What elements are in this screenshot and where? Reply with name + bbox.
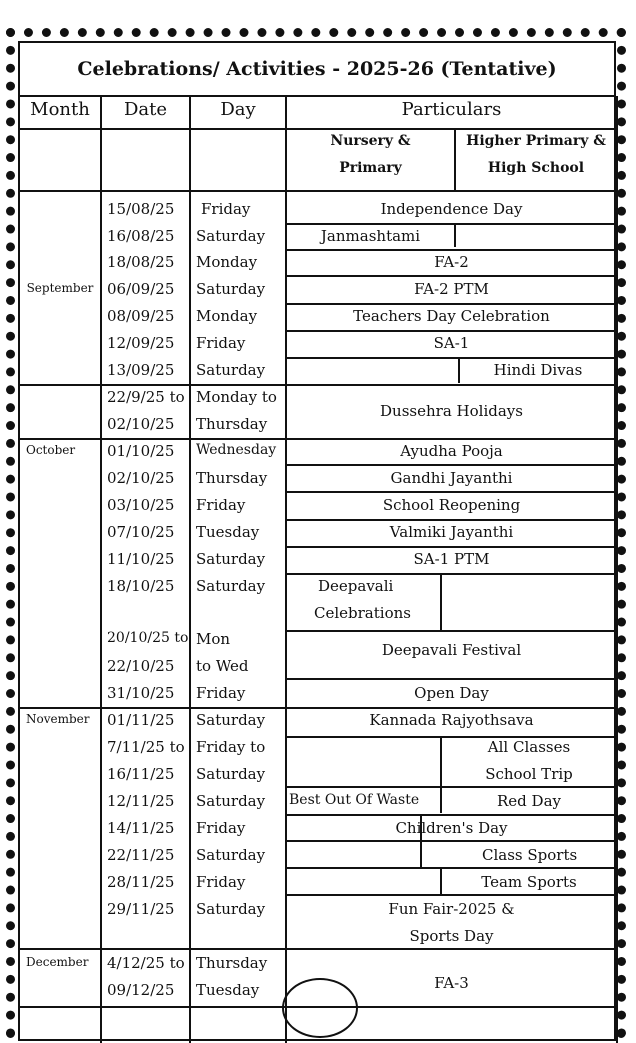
date-cell: 01/10/25 — [107, 442, 175, 460]
subheader-higher: High School — [487, 160, 585, 176]
day-cell: Friday — [196, 334, 246, 352]
row-divider — [285, 275, 616, 277]
day-cell: Saturday — [196, 550, 266, 568]
date-cell: 28/11/25 — [107, 873, 175, 891]
date-cell: 29/11/25 — [107, 900, 175, 918]
day-cell: Tuesday — [196, 981, 260, 999]
event-cell: Deepavali — [318, 577, 394, 595]
event-cell: Janmashtami — [320, 227, 421, 245]
row-divider — [285, 630, 616, 632]
day-cell: Thursday — [196, 469, 268, 487]
row-divider — [285, 786, 616, 788]
subheader-nursery: Nursery & — [330, 133, 411, 149]
header-date: Date — [123, 99, 168, 120]
event-cell: Class Sports — [482, 846, 578, 864]
date-cell: 02/10/25 — [107, 415, 175, 433]
event-cell: Children's Day — [395, 819, 508, 837]
day-cell: Monday — [196, 253, 258, 271]
day-cell: Saturday — [196, 846, 266, 864]
row-divider — [285, 330, 616, 332]
day-cell: Saturday — [196, 361, 266, 379]
date-cell: 07/10/25 — [107, 523, 175, 541]
date-cell: 08/09/25 — [107, 307, 175, 325]
cell-divider — [454, 223, 456, 247]
row-divider — [285, 546, 616, 548]
event-cell: Dussehra Holidays — [380, 402, 523, 420]
date-cell: 14/11/25 — [107, 819, 175, 837]
col-divider-date — [189, 96, 191, 1043]
day-cell: Saturday — [196, 765, 266, 783]
day-cell: Mon — [196, 630, 231, 648]
event-cell: School Reopening — [382, 496, 521, 514]
event-cell: Team Sports — [481, 873, 577, 891]
row-divider — [285, 573, 616, 575]
date-cell: 11/10/25 — [107, 550, 175, 568]
page-title: Celebrations/ Activities - 2025-26 (Tentative) — [20, 43, 614, 97]
event-cell: FA-2 — [434, 253, 469, 271]
date-cell: 18/10/25 — [107, 577, 175, 595]
event-cell: School Trip — [485, 765, 573, 783]
event-cell: Valmiki Jayanthi — [389, 523, 514, 541]
day-cell: Wednesday — [196, 442, 277, 458]
day-cell: Tuesday — [196, 523, 260, 541]
date-cell: 18/08/25 — [107, 253, 175, 271]
day-cell: Saturday — [196, 711, 266, 729]
activities-sheet — [18, 41, 616, 1041]
header-divider — [20, 128, 616, 130]
day-cell: Friday — [196, 496, 246, 514]
col-divider-month — [100, 96, 102, 1043]
day-cell: Monday to — [196, 388, 277, 406]
day-cell: Monday — [196, 307, 258, 325]
date-cell: 12/09/25 — [107, 334, 175, 352]
subheader-nursery: Primary — [339, 160, 402, 176]
section-divider — [20, 384, 616, 386]
date-cell: 13/09/25 — [107, 361, 175, 379]
row-divider — [285, 894, 616, 896]
day-cell: Thursday — [196, 954, 268, 972]
row-divider — [285, 491, 616, 493]
section-divider — [20, 438, 616, 440]
month-november: November — [26, 712, 90, 726]
date-cell: 15/08/25 — [107, 200, 175, 218]
event-cell: Hindi Divas — [493, 361, 583, 379]
date-cell: 22/10/25 — [107, 657, 175, 675]
event-cell: Sports Day — [409, 927, 494, 945]
date-cell: 16/08/25 — [107, 227, 175, 245]
event-cell: Red Day — [497, 792, 561, 810]
emblem-icon — [282, 978, 358, 1038]
event-cell: Fun Fair-2025 & — [388, 900, 515, 918]
day-cell: Friday — [196, 684, 246, 702]
event-cell: FA-2 PTM — [414, 280, 489, 298]
row-divider — [285, 814, 616, 816]
day-cell: Friday — [196, 873, 246, 891]
section-divider — [20, 707, 616, 709]
day-cell: Saturday — [196, 792, 266, 810]
header-particulars: Particulars — [401, 99, 502, 120]
day-cell: Friday to — [196, 738, 266, 756]
date-cell: 03/10/25 — [107, 496, 175, 514]
event-cell: Open Day — [414, 684, 489, 702]
section-divider — [20, 948, 616, 950]
row-divider — [285, 249, 616, 251]
col-divider-right — [616, 96, 618, 1043]
day-cell: Friday — [201, 200, 251, 218]
date-cell: 7/11/25 to — [107, 738, 185, 756]
event-cell: Celebrations — [314, 604, 411, 622]
date-cell: 4/12/25 to — [107, 954, 185, 972]
date-cell: 22/11/25 — [107, 846, 175, 864]
row-divider — [285, 519, 616, 521]
date-cell: 20/10/25 to — [107, 630, 189, 646]
event-cell: Ayudha Pooja — [400, 442, 503, 460]
row-divider — [285, 223, 616, 225]
row-divider — [285, 464, 616, 466]
row-divider — [285, 303, 616, 305]
day-cell: Saturday — [196, 577, 266, 595]
event-cell: SA-1 PTM — [413, 550, 490, 568]
event-cell: Kannada Rajyothsava — [369, 711, 534, 729]
date-cell: 22/9/25 to — [107, 388, 185, 406]
date-cell: 16/11/25 — [107, 765, 175, 783]
event-cell: Best Out Of Waste — [289, 792, 420, 808]
date-cell: 09/12/25 — [107, 981, 175, 999]
date-cell: 06/09/25 — [107, 280, 175, 298]
date-cell: 12/11/25 — [107, 792, 175, 810]
date-cell: 01/11/25 — [107, 711, 175, 729]
row-divider — [285, 357, 616, 359]
event-cell: Deepavali Festival — [381, 641, 522, 659]
month-december: December — [26, 955, 89, 969]
day-cell: to Wed — [196, 657, 249, 675]
row-divider — [285, 840, 616, 842]
event-cell: Gandhi Jayanthi — [390, 469, 513, 487]
date-cell: 31/10/25 — [107, 684, 175, 702]
event-cell: All Classes — [487, 738, 571, 756]
day-cell: Thursday — [196, 415, 268, 433]
subheader-higher: Higher Primary & — [466, 133, 606, 149]
event-cell: Independence Day — [380, 200, 523, 218]
row-divider — [285, 678, 616, 680]
day-cell: Friday — [196, 819, 246, 837]
header-day: Day — [220, 99, 256, 120]
month-september: September — [26, 281, 94, 295]
row-divider — [285, 867, 616, 869]
month-october: October — [26, 443, 76, 457]
event-cell: Teachers Day Celebration — [353, 307, 550, 325]
day-cell: Saturday — [196, 227, 266, 245]
day-cell: Saturday — [196, 900, 266, 918]
day-cell: Saturday — [196, 280, 266, 298]
cell-divider — [440, 573, 442, 630]
header-bottom — [20, 190, 616, 192]
date-cell: 02/10/25 — [107, 469, 175, 487]
event-cell: SA-1 — [433, 334, 470, 352]
header-month: Month — [30, 99, 90, 120]
event-cell: FA-3 — [434, 974, 469, 992]
